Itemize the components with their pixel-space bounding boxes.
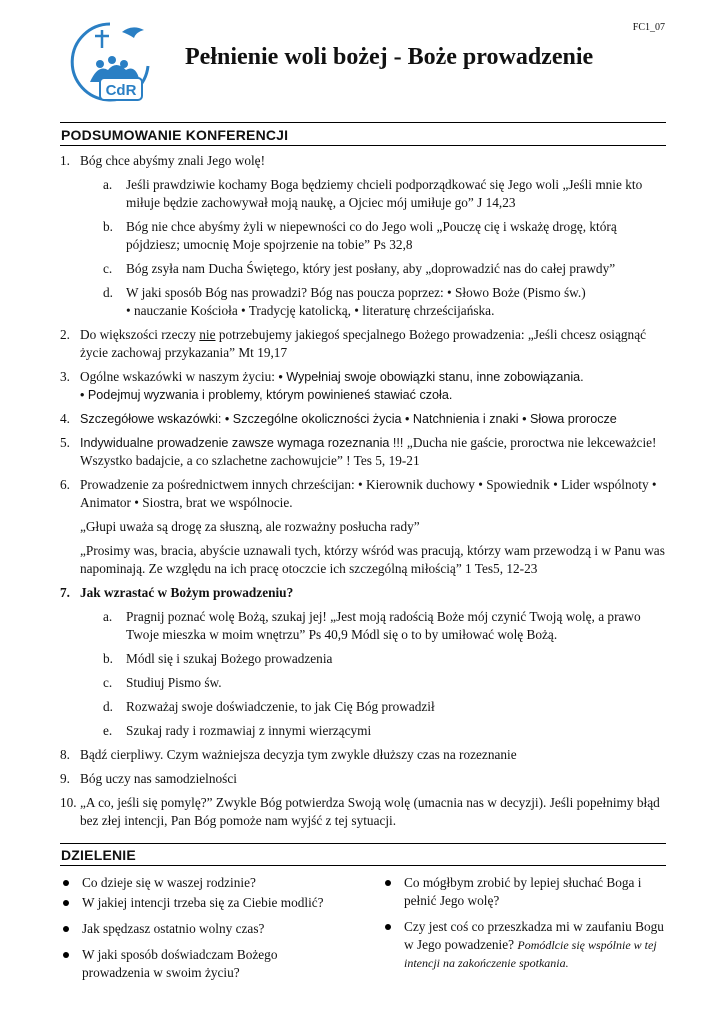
divider [60, 145, 666, 146]
bullet-icon [63, 926, 69, 932]
list-subitem: d. W jaki sposób Bóg nas prowadzi? Bóg nas poucza poprzez: • Słowo Boże (Pismo św.) • nauczanie Kościoła • Tradycję katolicką, • literaturę chrześcijańska. [103, 285, 586, 318]
list-item: 2. Do większości rzeczy nie potrzebujemy jakiegoś specjalnego Bożego prowadzenia: „Jeśli chcesz osiągnąć życie zachowaj przykazania” Mt 19,17 [60, 327, 647, 360]
list-item: Jak spędzasz ostatnio wolny czas? [60, 920, 345, 938]
list-subitem: b. Módl się i szukaj Bożego prowadzenia [103, 651, 333, 666]
list-item: 8. Bądź cierpliwy. Czym ważniejsza decyzja tym zwykle dłuższy czas na rozeznanie [60, 747, 517, 762]
list-item: 1. Bóg chce abyśmy znali Jego wolę! [60, 153, 265, 168]
list-item: Co mógłbym zrobić by lepiej słuchać Boga i pełnić Jego wolę? [382, 874, 664, 910]
divider [60, 122, 666, 123]
bullet-icon [385, 924, 391, 930]
document-code: FC1_07 [632, 22, 665, 33]
sharing-heading: DZIELENIE [61, 847, 136, 863]
list-subitem: a. Pragnij poznać wolę Bożą, szukaj jej! „Jest moją radością Boże mój czynić Twoją wolę, a prawo Twoje mieszka w moim wnętrzu” Ps 40,9 Módl się o to by umiłować wolę Bożą. [103, 609, 641, 642]
sharing-right-column [382, 874, 664, 980]
list-item: 3. Ogólne wskazówki w naszym życiu: • Wypełniaj swoje obowiązki stanu, inne zobowiązania. • Podejmuj wyzwania i problemy, którym powinieneś stawiać czoła. [60, 369, 584, 402]
list-item: 9. Bóg uczy nas samodzielności [60, 771, 237, 786]
quote: „Głupi uważa są drogę za słuszną, ale rozważny posłucha rady” [80, 519, 420, 534]
logo-text: CdR [105, 82, 137, 99]
summary-heading: PODSUMOWANIE KONFERENCJI [61, 127, 289, 143]
bullet-icon [63, 952, 69, 958]
sharing-left-column [60, 874, 345, 990]
bullet-icon [63, 900, 69, 906]
list-subitem: c. Bóg zsyła nam Ducha Świętego, który jest posłany, aby „doprowadzić nas do całej prawdy” [103, 261, 616, 276]
bullet-icon [385, 880, 391, 886]
page-title: Pełnienie woli bożej - Boże prowadzenie [185, 44, 594, 70]
list-subitem: b. Bóg nie chce abyśmy żyli w niepewności co do Jego woli „Pouczę cię i wskażę drogę, którą pójdziesz; umocnię Moje spojrzenie na tobie” Ps 32,8 [103, 219, 617, 252]
list-item: 7. Jak wzrastać w Bożym prowadzeniu? [60, 585, 294, 600]
summary-list [60, 152, 668, 836]
community-logo-icon [60, 18, 156, 102]
quote: „Prosimy was, bracia, abyście uznawali tych, którzy wśród was pracują, którzy wam przewodzą i w Panu was napominają. Ze względu na ich pracę otoczcie ich szczególną miłością” 1 Tes5, 12-23 [80, 543, 665, 576]
list-subitem: d. Rozważaj swoje doświadczenie, to jak Cię Bóg prowadził [103, 699, 435, 714]
list-subitem: a. Jeśli prawdziwie kochamy Boga będziemy chcieli podporządkować się Jego woli „Jeśli mnie kto miłuje będzie zachowywał moją naukę, a Ojciec mój umiłuje go” J 14,23 [103, 177, 643, 210]
list-item: Co dzieje się w waszej rodzinie? [60, 874, 345, 892]
list-subitem: e. Szukaj rady i rozmawiaj z innymi wierzącymi [103, 723, 372, 738]
list-item: Czy jest coś co przeszkadza mi w zaufaniu Bogu w Jego powadzenie? Pomódlcie się wspólnie w tej intencji na zakończenie spotkania. [382, 918, 664, 972]
list-item: 5. Indywidualne prowadzenie zawsze wymaga rozeznania !!! „Ducha nie gaście, proroctwa nie lekceważcie! Wszystko badajcie, a co szlachetne zachowujcie” ! Tes 5, 19-21 [60, 435, 657, 468]
list-subitem: c. Studiuj Pismo św. [103, 675, 222, 690]
divider [60, 865, 666, 866]
divider [60, 843, 666, 844]
bullet-icon [63, 880, 69, 886]
list-item: 10. „A co, jeśli się pomylę?” Zwykle Bóg potwierdza Swoją wolę (umacnia nas w decyzji). Jeśli popełnimy błąd bez złej intencji, Pan Bóg pomoże nam wyjść z tej sytuacji. [60, 795, 660, 828]
list-item: 6. Prowadzenie za pośrednictwem innych chrześcijan: • Kierownik duchowy • Spowiednik • Lider wspólnoty • Animator • Siostra, brat we wspólnocie. [60, 477, 657, 510]
list-item: 4. Szczegółowe wskazówki: • Szczególne okoliczności życia • Natchnienia i znaki • Słowa prorocze [60, 411, 617, 426]
list-item: W jaki sposób doświadczam Bożego prowadzenia w swoim życiu? [60, 946, 345, 982]
list-item: W jakiej intencji trzeba się za Ciebie modlić? [60, 894, 345, 912]
